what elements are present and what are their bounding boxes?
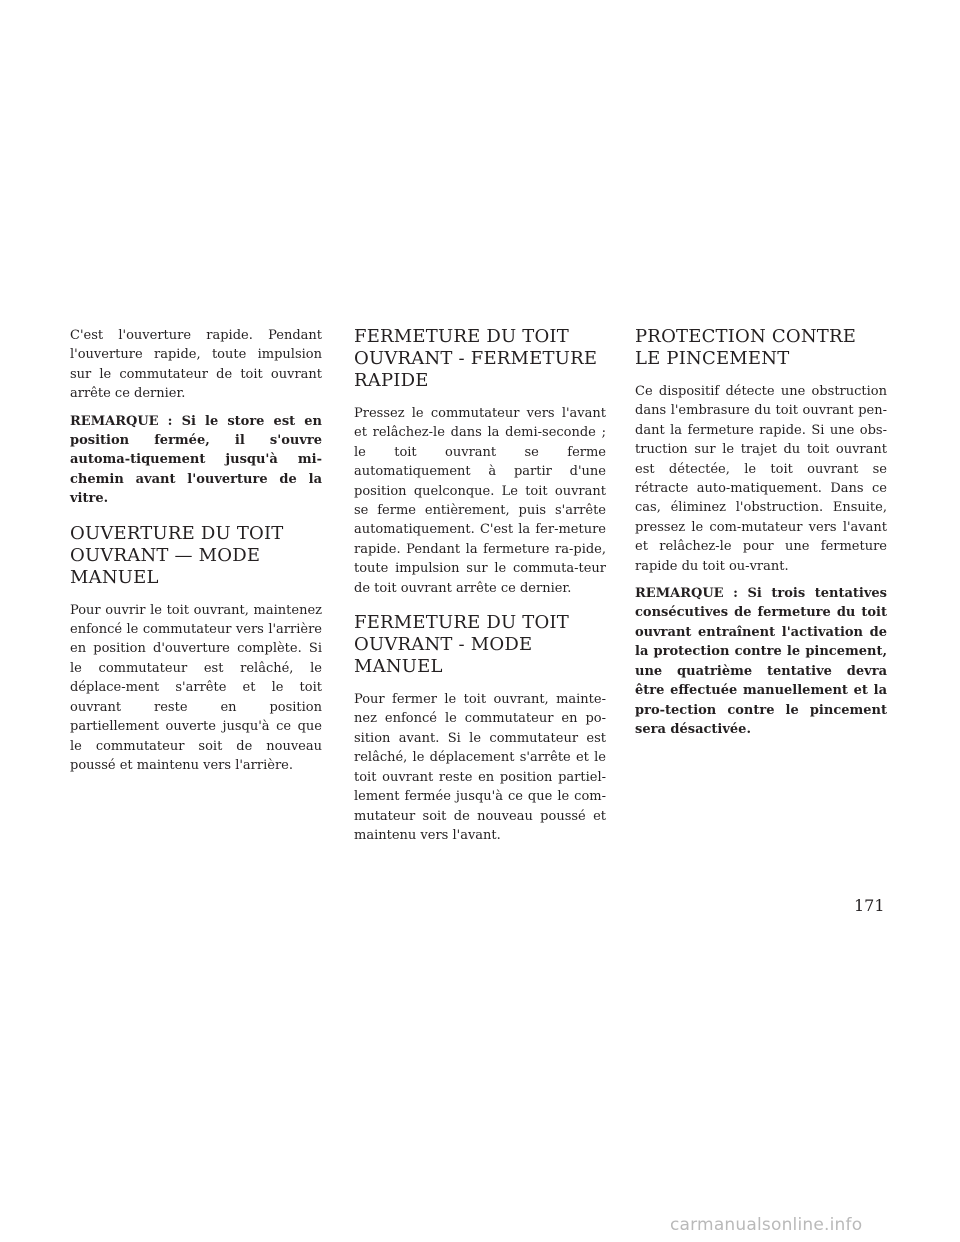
column-middle [354, 326, 606, 852]
heading-quick-close: FERMETURE DU TOIT OUVRANT - FERMETURE RAPIDE [354, 326, 598, 391]
heading-manual-close: FERMETURE DU TOIT OUVRANT - MODE MANUEL [354, 612, 569, 678]
page-number: 171 [854, 896, 885, 915]
paragraph-quick-close: Pressez le commutateur vers l'avant et relâchez-le dans la demi-seconde ; le toit ouvrant se ferme automatiquement à partir d'une position quelconque. Le toit ouvrant se ferme entièrement, puis s'arrête automatiquement. C'est la fer-meture rapide. Pendant la fermeture ra-pide, toute impulsion sur le commuta-teur de toit ouvrant arrête ce dernier. [354, 406, 606, 596]
watermark-text: carmanualsonline.info [670, 1215, 863, 1235]
heading-pinch-protection: PROTECTION CONTRE LE PINCEMENT [635, 326, 857, 369]
column-left [70, 326, 322, 782]
paragraph-manual-open: Pour ouvrir le toit ouvrant, maintenez enfoncé le commutateur vers l'arrière en position d'ouverture complète. Si le commutateur est relâché, le déplace-ment s'arrête et le toit ouvrant reste en position partiellement ouverte jusqu'à ce que le commutateur soit de nouveau poussé et maintenu vers l'arrière. [70, 602, 322, 773]
note-shade-opening: REMARQUE : Si le store est en position fermée, il s'ouvre automa-tiquement jusqu'à mi-chemin avant l'ouverture de la vitre. [70, 413, 322, 507]
note-pinch-protection: REMARQUE : Si trois tentatives consécutives de fermeture du toit ouvrant entraînent l'activation de la protection contre le pincement, une quatrième tentative devra être effectuée manuellement et la pro-tection contre le pincement sera désactivée. [635, 586, 887, 737]
heading-manual-open: OUVERTURE DU TOIT OUVRANT — MODE MANUEL [70, 522, 284, 588]
paragraph-quick-open-end: C'est l'ouverture rapide. Pendant l'ouverture rapide, toute impulsion sur le commutateur de toit ouvrant arrête ce dernier. [70, 328, 322, 402]
paragraph-manual-close: Pour fermer le toit ouvrant, mainte-nez enfoncé le commutateur en po-sition avant. Si le commutateur est relâché, le déplacement s'arrête et le toit ouvrant reste en position partiel-lement fermée jusqu'à ce que le com-mutateur soit de nouveau poussé et maintenu vers l'avant. [354, 692, 606, 843]
column-right [635, 326, 887, 753]
paragraph-pinch-protection: Ce dispositif détecte une obstruction dans l'embrasure du toit ouvrant pen-dant la fermeture rapide. Si une obs-truction sur le trajet du toit ouvrant est détectée, le toit ouvrant se rétracte auto-matiquement. Dans ce cas, éliminez l'obstruction. Ensuite, pressez le com-mutateur vers l'avant et relâchez-le pour une fermeture rapide du toit ou-vrant. [635, 384, 887, 574]
